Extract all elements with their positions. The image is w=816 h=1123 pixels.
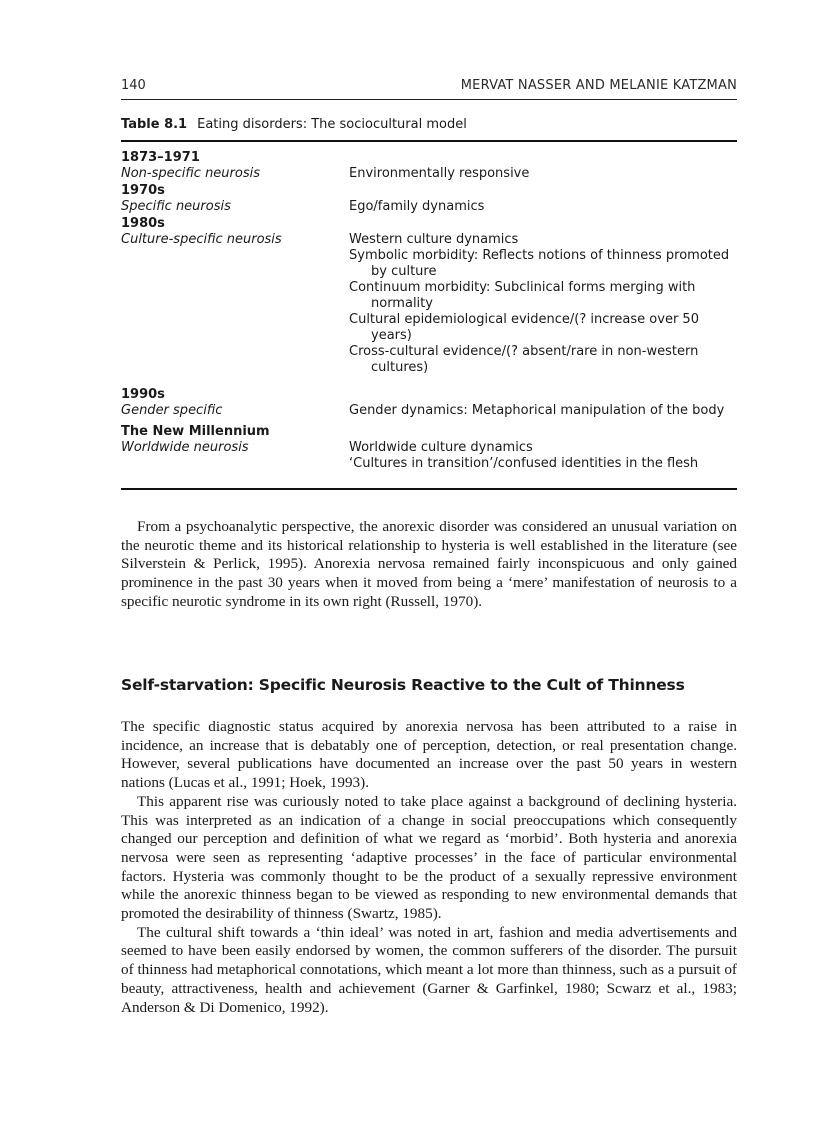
- intro-paragraph-block: [121, 518, 737, 612]
- section-heading: Self-starvation: Specific Neurosis Reactive to the Cult of Thinness: [121, 676, 685, 694]
- table-group-1990s: [121, 387, 737, 419]
- table-label: Table 8.1: [121, 117, 188, 132]
- table-group-1980s: [121, 216, 737, 376]
- table-item: Symbolic morbidity: Reflects notions of thinness promoted by culture: [349, 248, 730, 279]
- period-heading: 1980s: [121, 216, 165, 231]
- neurosis-type: Gender specific: [121, 403, 223, 418]
- table-item: Worldwide culture dynamics: [349, 440, 533, 455]
- body-paragraph: From a psychoanalytic perspective, the anorexic disorder was considered an unusual variation on the neurotic theme and its historical relationship to hysteria is well established in the literature (see Silverstein & Perlick, 1995). Anorexia nervosa remained fairly inconspicuous and only gained prominence in the past 30 years when it moved from being a ‘mere’ manifestation of neurosis to a specific neurotic syndrome in its own right (Russell, 1970).: [121, 518, 737, 610]
- sociocultural-model-table: [121, 150, 737, 473]
- table-top-rule: [121, 140, 737, 142]
- neurosis-type: Worldwide neurosis: [121, 440, 249, 455]
- table-group-1873: [121, 150, 737, 182]
- table-item: Gender dynamics: Metaphorical manipulation of the body: [349, 403, 725, 418]
- table-group-millennium: [121, 424, 737, 472]
- table-group-1970s: [121, 183, 737, 215]
- neurosis-type: Non-specific neurosis: [121, 166, 261, 181]
- page-number: 140: [121, 78, 146, 93]
- table-item: ‘Cultures in transition’/confused identities in the flesh: [349, 456, 699, 471]
- period-heading: 1873–1971: [121, 150, 200, 165]
- neurosis-type: Specific neurosis: [121, 199, 231, 214]
- table-item: Western culture dynamics: [349, 232, 519, 247]
- running-header: [121, 76, 737, 98]
- period-heading: 1970s: [121, 183, 165, 198]
- table-item: Continuum morbidity: Subclinical forms merging with normality: [349, 280, 696, 311]
- period-heading: 1990s: [121, 387, 165, 402]
- body-paragraph: This apparent rise was curiously noted to take place against a background of declining hysteria. This was interpreted as an indication of a change in social preoccupations which consequently changed our perception and definition of what we regard as ‘morbid’. Both hysteria and anorexia nervosa were seen as representing ‘adaptive processes’ in the face of particular environmental factors. Hysteria was commonly thought to be the product of a sexually repressive environment while the anorexic thinness began to be viewed as responding to new environmental demands that promoted the desirability of thinness (Swartz, 1985).: [121, 792, 737, 923]
- table-item: Ego/family dynamics: [349, 199, 485, 214]
- table-item: Cultural epidemiological evidence/(? increase over 50 years): [349, 312, 699, 343]
- body-paragraph: The cultural shift towards a ‘thin ideal’ was noted in art, fashion and media advertisements and seemed to have been easily endorsed by women, the common sufferers of the disorder. The pursuit of thinness had metaphorical connotations, which meant a lot more than thinness, such as a pursuit of beauty, attractiveness, health and achievement (Garner & Garfinkel, 1980; Scwarz et al., 1983; Anderson & Di Domenico, 1992).: [121, 923, 737, 1016]
- body-paragraph: The specific diagnostic status acquired by anorexia nervosa has been attributed to a raise in incidence, an increase that is debatably one of perception, detection, or real presentation change. However, several publications have documented an increase over the past 50 years in western nations (Lucas et al., 1991; Hoek, 1993).: [121, 718, 737, 792]
- table-bottom-rule: [121, 488, 737, 490]
- table-item: Environmentally responsive: [349, 166, 530, 181]
- table-item: Cross-cultural evidence/(? absent/rare in non-western cultures): [349, 344, 699, 375]
- running-title: MERVAT NASSER AND MELANIE KATZMAN: [460, 78, 737, 93]
- header-divider: [121, 99, 737, 100]
- period-heading: The New Millennium: [121, 424, 270, 439]
- neurosis-type: Culture-specific neurosis: [121, 232, 282, 247]
- table-title: Eating disorders: The sociocultural model: [197, 117, 467, 132]
- table-caption: [121, 117, 467, 132]
- section-body: [121, 718, 737, 1017]
